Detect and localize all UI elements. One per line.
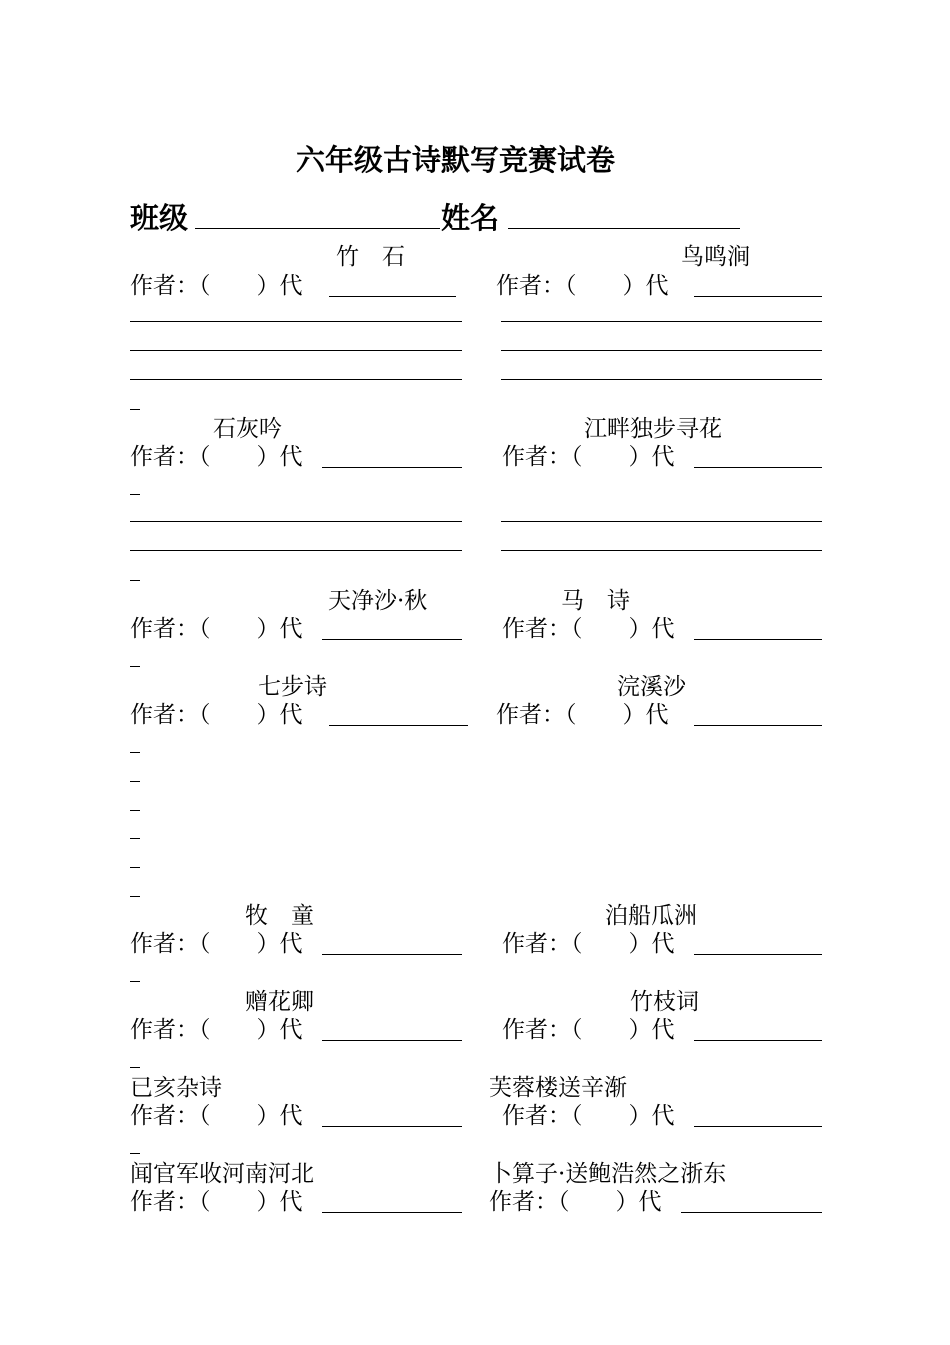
poem-title: 泊船瓜洲 (605, 903, 697, 929)
answer-line-stub (130, 409, 140, 410)
answer-blank[interactable] (322, 1040, 462, 1041)
answer-blank[interactable] (694, 725, 822, 726)
name-label: 姓名 (441, 201, 500, 235)
answer-blank[interactable] (694, 467, 822, 468)
answer-blank[interactable] (322, 639, 462, 640)
author-prompt: 作者：（ ）代 (502, 931, 675, 957)
answer-line[interactable] (501, 321, 822, 322)
answer-line[interactable] (130, 379, 462, 380)
author-prompt: 作者：（ ）代 (496, 273, 669, 299)
author-prompt: 作者：（ ）代 (130, 444, 303, 470)
poem-title: 竹 石 (336, 244, 405, 270)
page-title: 六年级古诗默写竞赛试卷 (296, 143, 616, 177)
author-prompt: 作者：（ ）代 (502, 1103, 675, 1129)
poem-title: 江畔独步寻花 (584, 416, 722, 442)
answer-line[interactable] (501, 521, 822, 522)
author-prompt: 作者：（ ）代 (130, 273, 303, 299)
poem-title: 已亥杂诗 (130, 1075, 222, 1101)
answer-blank[interactable] (694, 1040, 822, 1041)
answer-blank[interactable] (694, 954, 822, 955)
answer-line[interactable] (130, 550, 462, 551)
author-prompt: 作者：（ ）代 (489, 1189, 662, 1215)
answer-blank[interactable] (694, 1126, 822, 1127)
answer-line-stub (130, 781, 140, 782)
answer-blank[interactable] (329, 296, 456, 297)
author-prompt: 作者：（ ）代 (130, 931, 303, 957)
author-prompt: 作者：（ ）代 (130, 1103, 303, 1129)
author-prompt: 作者：（ ）代 (130, 1189, 303, 1215)
poem-title: 石灰吟 (213, 416, 282, 442)
answer-blank[interactable] (694, 639, 822, 640)
poem-title: 闻官军收河南河北 (130, 1161, 314, 1187)
answer-blank[interactable] (322, 1212, 462, 1213)
answer-line[interactable] (501, 550, 822, 551)
class-label: 班级 (130, 201, 189, 235)
poem-title: 竹枝词 (630, 989, 699, 1015)
answer-line[interactable] (130, 521, 462, 522)
poem-title: 卜算子·送鲍浩然之浙东 (489, 1161, 727, 1187)
answer-line-stub (130, 752, 140, 753)
poem-title: 马 诗 (561, 588, 630, 614)
class-blank[interactable] (195, 228, 440, 229)
poem-title: 赠花卿 (245, 989, 314, 1015)
poem-title: 鸟鸣涧 (681, 244, 750, 270)
answer-line[interactable] (501, 379, 822, 380)
author-prompt: 作者：（ ）代 (502, 1017, 675, 1043)
author-prompt: 作者：（ ）代 (502, 616, 675, 642)
answer-blank[interactable] (322, 1126, 462, 1127)
name-blank[interactable] (508, 228, 740, 229)
author-prompt: 作者：（ ）代 (502, 444, 675, 470)
answer-line-stub (130, 838, 140, 839)
answer-line[interactable] (501, 350, 822, 351)
answer-line-stub (130, 580, 140, 581)
poem-title: 芙蓉楼送辛渐 (489, 1075, 627, 1101)
answer-line-stub (130, 867, 140, 868)
poem-title: 七步诗 (258, 674, 327, 700)
author-prompt: 作者：（ ）代 (130, 1017, 303, 1043)
answer-line-stub (130, 896, 140, 897)
author-prompt: 作者：（ ）代 (130, 616, 303, 642)
answer-line-stub (130, 494, 140, 495)
author-prompt: 作者：（ ）代 (496, 702, 669, 728)
poem-title: 天净沙·秋 (328, 588, 428, 614)
answer-line-stub (130, 1153, 140, 1154)
poem-title: 浣溪沙 (617, 674, 686, 700)
answer-blank[interactable] (322, 954, 462, 955)
poem-title: 牧 童 (245, 903, 314, 929)
answer-line-stub (130, 810, 140, 811)
answer-blank[interactable] (329, 725, 468, 726)
answer-line[interactable] (130, 350, 462, 351)
answer-line-stub (130, 981, 140, 982)
author-prompt: 作者：（ ）代 (130, 702, 303, 728)
answer-line[interactable] (130, 321, 462, 322)
answer-blank[interactable] (694, 296, 822, 297)
answer-line-stub (130, 666, 140, 667)
answer-blank[interactable] (681, 1212, 822, 1213)
answer-blank[interactable] (322, 467, 462, 468)
answer-line-stub (130, 1067, 140, 1068)
